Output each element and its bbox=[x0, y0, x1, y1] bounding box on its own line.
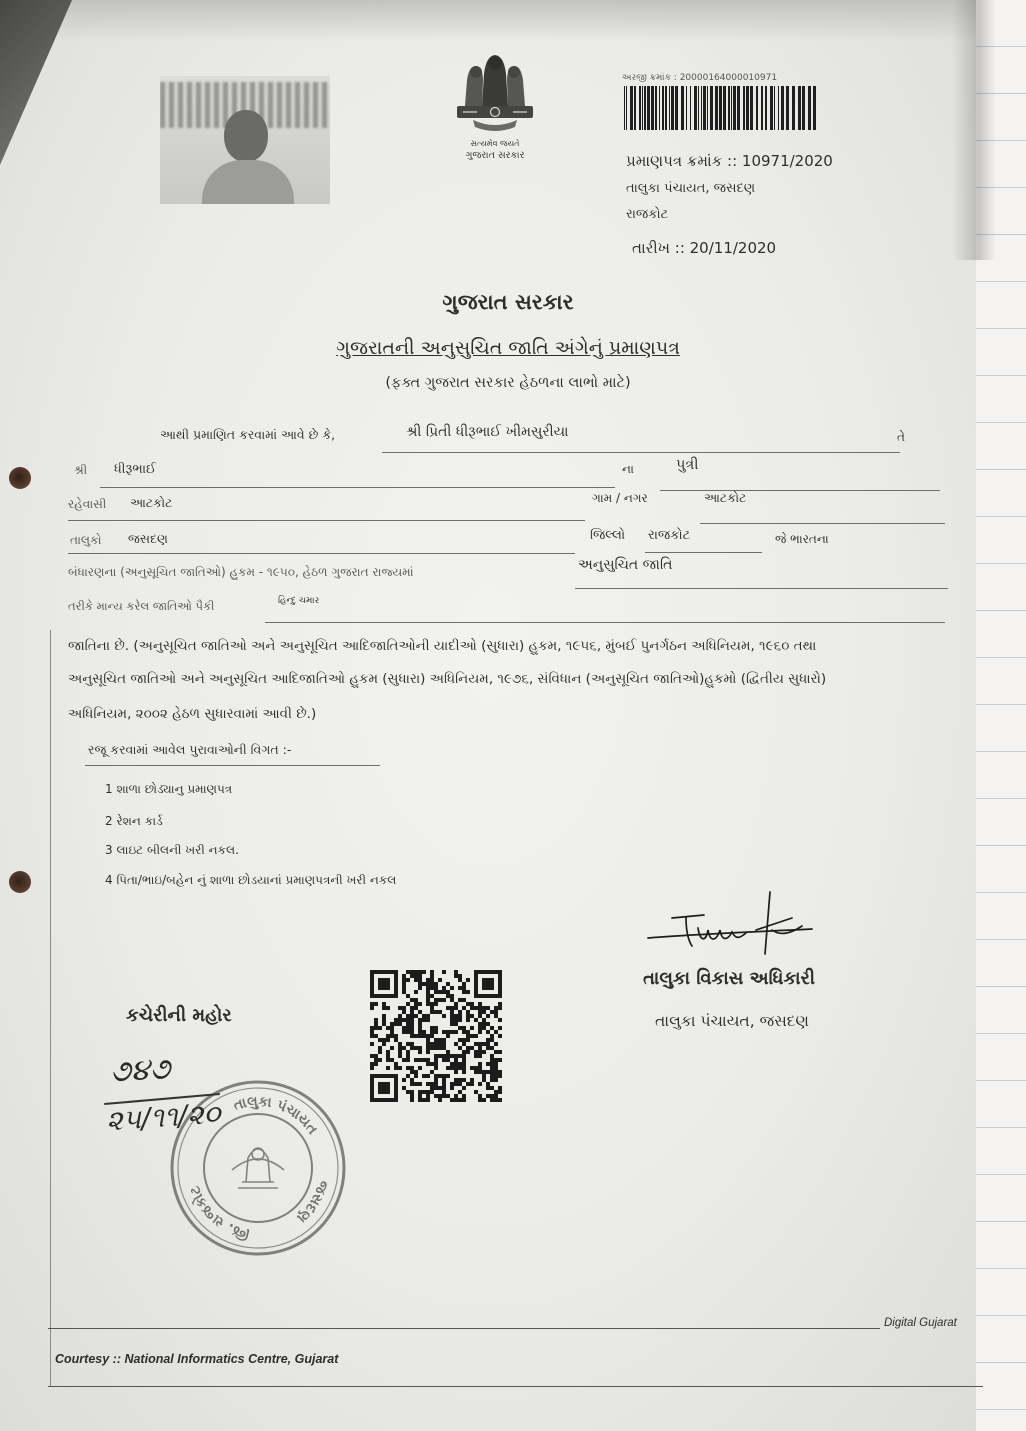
taluka: જસદણ bbox=[128, 531, 168, 546]
digital-gujarat-label: Digital Gujarat bbox=[884, 1317, 957, 1329]
caste-name: હિન્દુ ચમાર bbox=[278, 596, 320, 606]
label-village: ગામ / નગર bbox=[592, 491, 648, 505]
evidence-heading: રજૂ કરવામાં આવેલ પુરાવાઓની વિગત :- bbox=[88, 742, 292, 757]
photo-shoulders bbox=[202, 160, 294, 204]
courtesy-line: Courtesy :: National Informatics Centre, Gujarat bbox=[55, 1352, 339, 1366]
text-na: ના bbox=[622, 462, 634, 476]
issuing-office: તાલુકા પંચાયત, જસદણ bbox=[626, 181, 756, 196]
field-underline bbox=[68, 520, 585, 521]
footer-rule bbox=[48, 1328, 880, 1329]
photo-head bbox=[224, 110, 268, 162]
signature bbox=[640, 888, 820, 963]
barcode bbox=[622, 86, 820, 130]
stamp-center-emblem-icon bbox=[232, 1148, 284, 1188]
right-edge-shadow bbox=[952, 0, 996, 260]
certificate-number: પ્રમાણપત્ર ક્રમાંક :: 10971/2020 bbox=[626, 152, 833, 170]
stamp-text-bottom: જિ. રાજકોટ bbox=[186, 1183, 252, 1242]
certificate-title: ગુજરાતની અનુસુચિત જાતિ અંગેનું પ્રમાણપત્ર bbox=[336, 337, 680, 359]
field-underline bbox=[700, 523, 945, 524]
label-resident: રહેવાસી bbox=[68, 497, 107, 511]
office-seal-label: કચેરીની મહોર bbox=[126, 1005, 232, 1026]
document-left-border bbox=[50, 630, 51, 1386]
certificate-subtitle: (ફક્ત ગુજરાત સરકાર હેઠળના લાભો માટે) bbox=[385, 375, 631, 391]
state-emblem-icon bbox=[445, 50, 545, 138]
recognized-text: તરીકે માન્ય કરેલ જાતિઓ પૈકી bbox=[68, 599, 215, 613]
intro-text: આથી પ્રમાણિત કરવામાં આવે છે કે, bbox=[160, 427, 336, 442]
emblem-motto: સત્યમેવ જયતે bbox=[470, 139, 520, 148]
handwritten-date: ૨૫/૧૧/૨૦ bbox=[105, 1096, 222, 1138]
label-shri: શ્રી bbox=[74, 463, 88, 477]
father-name: ધીરૂભાઈ bbox=[114, 462, 157, 477]
barcode-bars bbox=[624, 86, 816, 130]
qr-code-modules bbox=[370, 970, 502, 1102]
field-underline bbox=[382, 452, 900, 453]
legal-paragraph-line: અનુસૂચિત જાતિઓ અને અનુસૂચિત આદિજાતિઓ હુકમ (સુધારા) અધિનિયમ, ૧૯૭૬, સંવિધાન (અનુસૂચિત જાતિઓ)હુકમો (દ્વિતીય સુધારો) bbox=[68, 671, 827, 687]
village: આટકોટ bbox=[704, 490, 747, 505]
stamp-text-top: તાલુકા પંચાયત bbox=[231, 1093, 321, 1138]
applicant-photo bbox=[160, 76, 330, 204]
stamp-text-right: જસદણ bbox=[293, 1178, 331, 1226]
label-district: જિલ્લો bbox=[590, 528, 626, 543]
government-title: ગુજરાત સરકાર bbox=[442, 290, 574, 314]
evidence-item: 1 શાળા છોડ્યાનુ પ્રમાણપત્ર bbox=[105, 782, 233, 796]
evidence-item: 3 લાઇટ બીલની ખરી નકલ. bbox=[105, 843, 239, 857]
footer-bottom-rule bbox=[48, 1386, 983, 1387]
legal-paragraph-line: અધિનિયમ, ૨૦૦૨ હેઠળ સુધારવામાં આવી છે.) bbox=[68, 706, 317, 722]
evidence-item: 2 રેશન કાર્ડ bbox=[105, 814, 163, 828]
field-underline bbox=[68, 553, 575, 554]
punch-hole bbox=[9, 871, 31, 893]
label-taluka: તાલુકો bbox=[70, 533, 102, 547]
legal-paragraph-line: જાતિના છે. (અનુસૂચિત જાતિઓ અને અનુસૂચિત આદિજાતિઓની યાદીઓ (સુધારા) હુકમ, ૧૯૫૬, મુંબઈ પુનર્ગઠન અધિનિયમ, ૧૯૬૦ તથા bbox=[68, 638, 817, 654]
field-underline bbox=[265, 622, 945, 623]
application-number: અરજી ક્રમાંક : 20000164000010971 bbox=[622, 73, 778, 83]
field-underline bbox=[575, 588, 948, 589]
resident-place: આટકોટ bbox=[130, 495, 173, 510]
issuing-district: રાજકોટ bbox=[626, 207, 669, 222]
text-je-bharat: જે ભારતના bbox=[775, 532, 829, 546]
top-shadow bbox=[0, 0, 1026, 42]
punch-hole bbox=[9, 467, 31, 489]
district: રાજકોટ bbox=[648, 528, 691, 543]
signatory-designation: તાલુકા વિકાસ અધિકારી bbox=[643, 968, 816, 989]
evidence-item: 4 પિતા/ભાઇ/બહેન નું શાળા છોડયાનાં પ્રમાણપત્રની ખરી નકલ bbox=[105, 873, 397, 887]
text-te: તે bbox=[897, 430, 905, 444]
field-underline bbox=[100, 487, 615, 488]
holder-name: શ્રી પ્રિતી ધીરૂભાઈ ખીમસુરીયા bbox=[406, 424, 569, 440]
caste-category: અનુસુચિત જાતિ bbox=[578, 557, 673, 573]
qr-code bbox=[370, 970, 502, 1102]
relation: પુત્રી bbox=[676, 457, 699, 473]
heading-underline bbox=[85, 765, 380, 766]
emblem-organisation: ગુજરાત સરકાર bbox=[465, 150, 525, 161]
handwritten-serial-number: ૭૪૭ bbox=[109, 1051, 172, 1090]
issue-date: તારીખ :: 20/11/2020 bbox=[632, 239, 777, 257]
field-underline bbox=[645, 552, 762, 553]
constitution-order-text: બંધારણના (અનુસૂચિત જાતિઓ) હુકમ - ૧૯૫૦, હેઠળ ગુજરાત રાજ્યમાં bbox=[68, 565, 414, 579]
signatory-office: તાલુકા પંચાયત, જસદણ bbox=[655, 1012, 809, 1030]
